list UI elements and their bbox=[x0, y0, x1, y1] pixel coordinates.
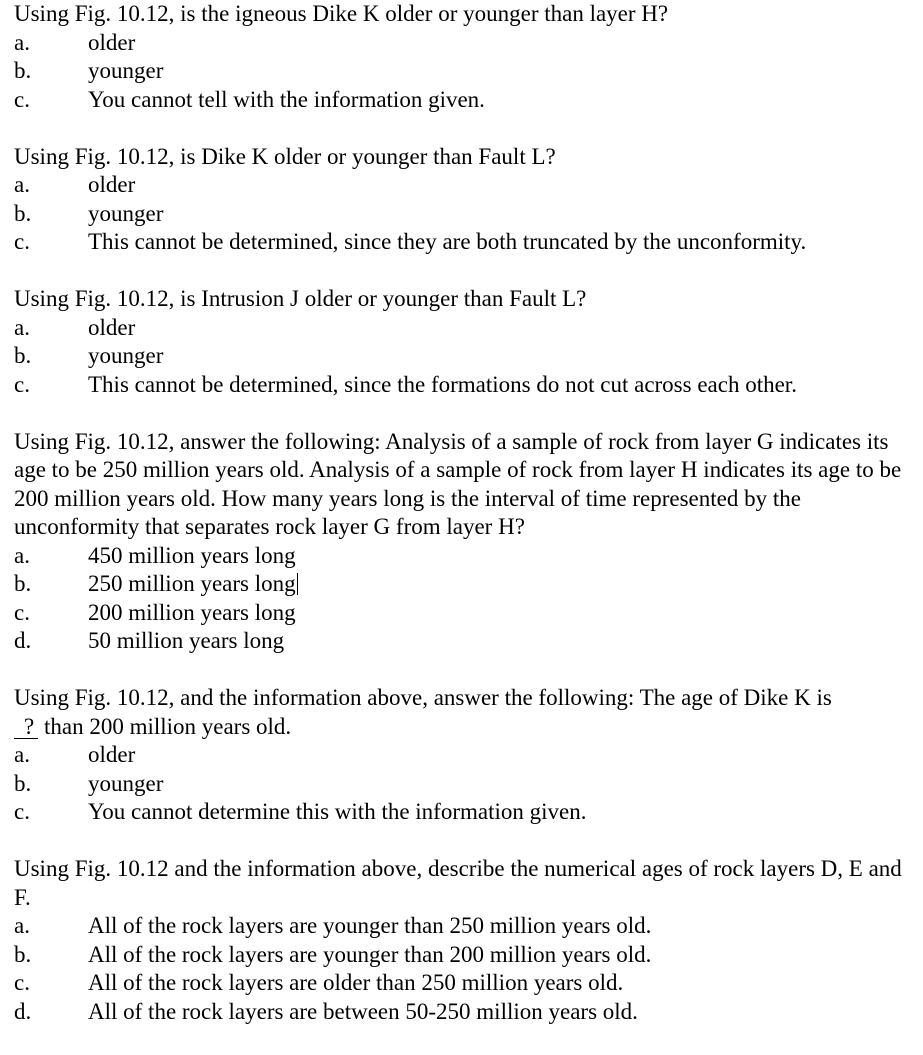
option-letter: c. bbox=[14, 799, 30, 824]
answer-option bbox=[14, 200, 909, 229]
option-letter: a. bbox=[14, 172, 30, 197]
question-stem: Using Fig. 10.12, is Dike K older or younger than Fault L? bbox=[14, 143, 556, 169]
option-letter: a. bbox=[14, 314, 30, 340]
option-text: older bbox=[88, 314, 136, 340]
option-text: You cannot determine this with the information given. bbox=[88, 799, 587, 824]
option-text: 450 million years long bbox=[88, 542, 296, 568]
option-text: younger bbox=[88, 58, 164, 83]
fill-in-blank: ? bbox=[14, 716, 38, 739]
answer-option bbox=[14, 228, 909, 257]
answer-option bbox=[14, 998, 909, 1027]
answer-option bbox=[14, 741, 909, 770]
option-letter: b. bbox=[14, 343, 32, 368]
option-letter: a. bbox=[14, 913, 30, 938]
question-3 bbox=[14, 285, 909, 399]
answer-option bbox=[14, 798, 909, 827]
answer-option bbox=[14, 969, 909, 998]
option-text: This cannot be determined, since they are both truncated by the unconformity. bbox=[88, 229, 807, 254]
question-1 bbox=[14, 0, 909, 114]
option-text: All of the rock layers are younger than 250 million years old. bbox=[88, 913, 652, 938]
answer-option bbox=[14, 314, 909, 343]
option-text: younger bbox=[88, 200, 164, 226]
option-letter: c. bbox=[14, 371, 30, 397]
option-letter: b. bbox=[14, 571, 32, 596]
text-cursor bbox=[297, 573, 299, 595]
question-4 bbox=[14, 428, 909, 656]
option-letter: c. bbox=[14, 229, 30, 254]
question-stem: Using Fig. 10.12 and the information above, describe the numerical ages of rock layers D, E and F. bbox=[14, 856, 902, 910]
question-stem: Using Fig. 10.12, is the igneous Dike K older or younger than layer H? bbox=[14, 1, 669, 26]
option-letter: d. bbox=[14, 628, 32, 653]
answer-option bbox=[14, 941, 909, 970]
option-text: younger bbox=[88, 770, 164, 796]
option-letter: a. bbox=[14, 29, 30, 55]
question-stem: Using Fig. 10.12, answer the following: Analysis of a sample of rock from layer G indicates its age to be 250 million years old. Analysis of a sample of rock from layer H indicates its age to be 200 million years old. How many years long is the interval of time represented by the unconformity that separates rock layer G from layer H? bbox=[14, 428, 902, 539]
answer-option bbox=[14, 912, 909, 941]
option-text: 200 million years long bbox=[88, 599, 296, 625]
option-text: All of the rock layers are older than 250 million years old. bbox=[88, 970, 624, 995]
answer-option bbox=[14, 770, 909, 799]
question-stem-tail: than 200 million years old. bbox=[38, 713, 292, 739]
option-letter: b. bbox=[14, 58, 32, 83]
question-stem bbox=[14, 684, 909, 741]
document-page bbox=[14, 0, 909, 1055]
option-text: older bbox=[88, 172, 136, 197]
option-letter: c. bbox=[14, 86, 30, 112]
answer-option bbox=[14, 342, 909, 371]
option-letter: a. bbox=[14, 742, 30, 767]
option-letter: c. bbox=[14, 970, 30, 995]
answer-option bbox=[14, 627, 909, 656]
option-text: All of the rock layers are younger than 200 million years old. bbox=[88, 941, 652, 967]
option-text: 50 million years long bbox=[88, 628, 285, 653]
option-letter: b. bbox=[14, 941, 32, 967]
answer-option bbox=[14, 371, 909, 400]
option-letter: b. bbox=[14, 200, 32, 226]
answer-option bbox=[14, 171, 909, 200]
option-letter: b. bbox=[14, 770, 32, 796]
question-stem-lead: Using Fig. 10.12, and the information above, answer the following: The age of Dike K is bbox=[14, 685, 832, 710]
question-2 bbox=[14, 143, 909, 257]
option-text: All of the rock layers are between 50-250 million years old. bbox=[88, 998, 638, 1024]
option-text: This cannot be determined, since the formations do not cut across each other. bbox=[88, 371, 797, 397]
answer-option bbox=[14, 29, 909, 58]
option-text: older bbox=[88, 742, 136, 767]
answer-option bbox=[14, 570, 909, 599]
option-letter: d. bbox=[14, 998, 32, 1024]
question-6 bbox=[14, 855, 909, 1026]
answer-option bbox=[14, 86, 909, 115]
option-text: older bbox=[88, 29, 136, 55]
answer-option bbox=[14, 599, 909, 628]
answer-option bbox=[14, 57, 909, 86]
question-5 bbox=[14, 684, 909, 827]
option-text: younger bbox=[88, 343, 164, 368]
option-text: You cannot tell with the information given. bbox=[88, 86, 485, 112]
answer-option bbox=[14, 542, 909, 571]
option-letter: a. bbox=[14, 542, 30, 568]
option-text-value: 250 million years long bbox=[88, 571, 296, 596]
question-stem: Using Fig. 10.12, is Intrusion J older or younger than Fault L? bbox=[14, 286, 587, 311]
option-text bbox=[88, 570, 909, 599]
option-letter: c. bbox=[14, 599, 30, 625]
